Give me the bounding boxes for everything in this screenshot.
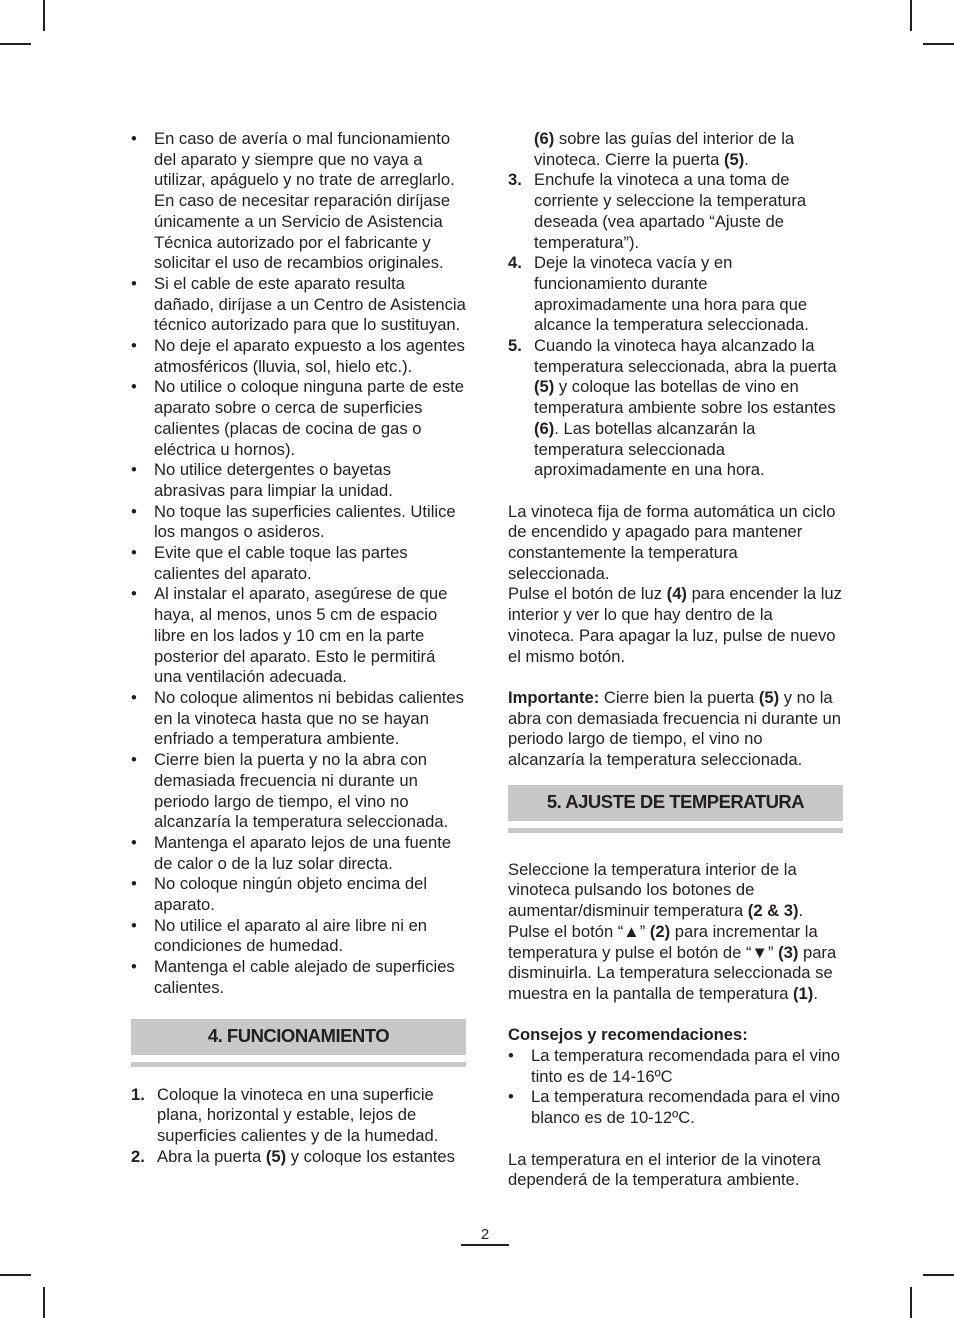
auto-cycle-paragraph: La vinoteca fija de forma automática un ciclo de encendido y apagado para mantener constantemente la temperatura seleccionada. (508, 501, 836, 583)
list-item: • Si el cable de este aparato resulta dañado, diríjase a un Centro de Asistencia técnico autorizado para que lo sustituyan. (131, 274, 466, 336)
buttons-paragraph (508, 922, 843, 1005)
step-text: . (744, 149, 749, 169)
paragraph-text: para encender la luz interior y ver lo que hay dentro de la vinoteca. Para apagar la luz, pulse de nuevo el mismo botón. (508, 584, 842, 666)
tips-title (508, 1025, 843, 1046)
list-item: • Mantenga el aparato lejos de una fuente de calor o de la luz solar directa. (131, 833, 466, 874)
step-number: 5. (508, 336, 522, 356)
paragraph-text: para disminuirla. La temperatura seleccionada se muestra en la pantalla de temperatura (508, 942, 837, 1003)
list-item: • No deje el aparato expuesto a los agentes atmosféricos (lluvia, sol, hielo etc.). (131, 336, 466, 377)
ref-number: (5) (265, 1146, 287, 1166)
step-text: Deje la vinoteca vacía y en funcionamiento durante aproximadamente una hora para que alcance la temperatura seleccionada. (534, 253, 809, 335)
operation-steps-continued (508, 129, 843, 481)
crop-mark-bottom-left-h (0, 1274, 31, 1276)
ref-number: (2) (649, 921, 671, 941)
list-item: • Al instalar el aparato, asegúrese de que haya, al menos, unos 5 cm de espacio libre en los lados y 10 cm en la parte posterior del aparato. Esto le permitirá una ventilación adecuada. (131, 584, 466, 688)
ref-number: (5) (724, 149, 745, 169)
crop-mark-bottom-right-h (923, 1274, 954, 1276)
list-item: • Cierre bien la puerta y no la abra con demasiada frecuencia ni durante un periodo largo de tiempo, el vino no alcanzaría la temperatura seleccionada. (131, 750, 466, 833)
paragraph-text: y no la abra con demasiada frecuencia ni durante un periodo largo de tiempo, el vino no alcanzaría la temperatura seleccionada. (508, 687, 842, 770)
page-number: 2 (480, 1226, 490, 1243)
ref-number: (1) (793, 983, 814, 1003)
section-4-heading (131, 1019, 466, 1055)
paragraph-text: Cierre bien la puerta (599, 687, 759, 707)
page-number-rule (461, 1244, 509, 1246)
crop-mark-bottom-left-v (43, 1287, 45, 1318)
light-button-paragraph (508, 584, 843, 667)
step-number: 4. (508, 253, 522, 273)
tips-list (508, 1046, 843, 1129)
step-text: sobre las guías del interior de la vinoteca. Cierre la puerta (534, 129, 795, 169)
left-column (131, 129, 466, 1167)
step-2-continued (508, 129, 843, 170)
section-4-title: 4. FUNCIONAMIENTO (207, 1025, 390, 1047)
safety-bullet-list (131, 129, 466, 999)
step-4 (508, 253, 843, 336)
step-3 (508, 170, 843, 253)
adjust-paragraph (508, 860, 843, 922)
crop-mark-top-right-h (923, 43, 954, 45)
section-5-title: 5. AJUSTE DE TEMPERATURA (546, 791, 805, 813)
step-number: 1. (131, 1084, 145, 1104)
ref-number: (6) (534, 129, 555, 148)
step-1 (131, 1085, 466, 1147)
important-paragraph (508, 688, 843, 771)
paragraph-text: . (798, 901, 804, 921)
ref-number: (4) (666, 584, 687, 604)
step-text: Cuando la vinoteca haya alcanzado la temperatura seleccionada, abra la puerta (534, 336, 837, 376)
step-2 (131, 1147, 466, 1168)
step-text: y coloque las botellas de vino en temperatura ambiente sobre los estantes (534, 377, 836, 418)
step-text: Enchufe la vinoteca a una toma de corriente y seleccione la temperatura deseada (vea apartado “Ajuste de temperatura”). (534, 170, 807, 252)
crop-mark-bottom-right-v (910, 1287, 912, 1318)
ref-number: (6) (534, 418, 555, 438)
step-text: . Las botellas alcanzarán la temperatura seleccionada aproximadamente en una hora. (534, 418, 765, 480)
list-item: • No coloque alimentos ni bebidas calientes en la vinoteca hasta que no se hayan enfriado a temperatura ambiente. (131, 688, 466, 750)
step-text: Abra la puerta (157, 1146, 266, 1166)
paragraph-text: Seleccione la temperatura interior de la vinoteca pulsando los botones de aumentar/disminuir temperatura (508, 859, 797, 921)
paragraph-text: Pulse el botón “▲” (508, 921, 650, 941)
list-item: • La temperatura recomendada para el vino tinto es de 14-16ºC (508, 1046, 843, 1087)
step-5 (508, 336, 843, 481)
list-item: • No coloque ningún objeto encima del aparato. (131, 874, 466, 915)
important-label: Importante: (508, 687, 600, 707)
step-text: y coloque los estantes (286, 1146, 455, 1166)
tips-title-text: Consejos y recomendaciones: (508, 1025, 748, 1045)
section-5-heading (508, 785, 843, 821)
step-number: 3. (508, 170, 522, 190)
ref-number: (5) (534, 377, 555, 397)
ref-number: (2 & 3) (747, 901, 799, 921)
ref-number: (5) (758, 687, 780, 707)
operation-steps-list (131, 1085, 466, 1168)
crop-mark-top-right-v (910, 0, 912, 31)
ref-number: (3) (778, 942, 799, 962)
crop-mark-top-left-v (43, 0, 45, 31)
list-item: • No utilice el aparato al aire libre ni en condiciones de humedad. (131, 916, 466, 957)
list-item: • En caso de avería o mal funcionamiento del aparato y siempre que no vaya a utilizar, apáguelo y no trate de arreglarlo. En caso de necesitar reparación diríjase únicamente a un Servicio de Asistencia Técnica autorizado por el fabricante y solicitar el uso de recambios originales. (131, 129, 466, 274)
list-item: • Evite que el cable toque las partes calientes del aparato. (131, 543, 466, 584)
final-paragraph: La temperatura en el interior de la vinotera dependerá de la temperatura ambiente. (508, 1149, 821, 1190)
list-item: • No utilice o coloque ninguna parte de este aparato sobre o cerca de superficies calientes (placas de cocina de gas o eléctrica u hornos). (131, 377, 466, 460)
paragraph-text: para incrementar la temperatura y pulse el botón de “▼” (508, 921, 818, 962)
paragraph-text: . (813, 983, 818, 1003)
step-number: 2. (131, 1146, 145, 1166)
list-item: • La temperatura recomendada para el vino blanco es de 10-12ºC. (508, 1087, 843, 1128)
list-item: • Mantenga el cable alejado de superficies calientes. (131, 957, 466, 998)
paragraph-text: Pulse el botón de luz (508, 584, 667, 604)
crop-mark-top-left-h (0, 43, 31, 45)
step-text: Coloque la vinoteca en una superficie plana, horizontal y estable, lejos de superficies calientes y de la humedad. (157, 1084, 439, 1145)
list-item: • No toque las superficies calientes. Utilice los mangos o asideros. (131, 502, 466, 543)
right-column (508, 129, 843, 1191)
list-item: • No utilice detergentes o bayetas abrasivas para limpiar la unidad. (131, 460, 466, 501)
